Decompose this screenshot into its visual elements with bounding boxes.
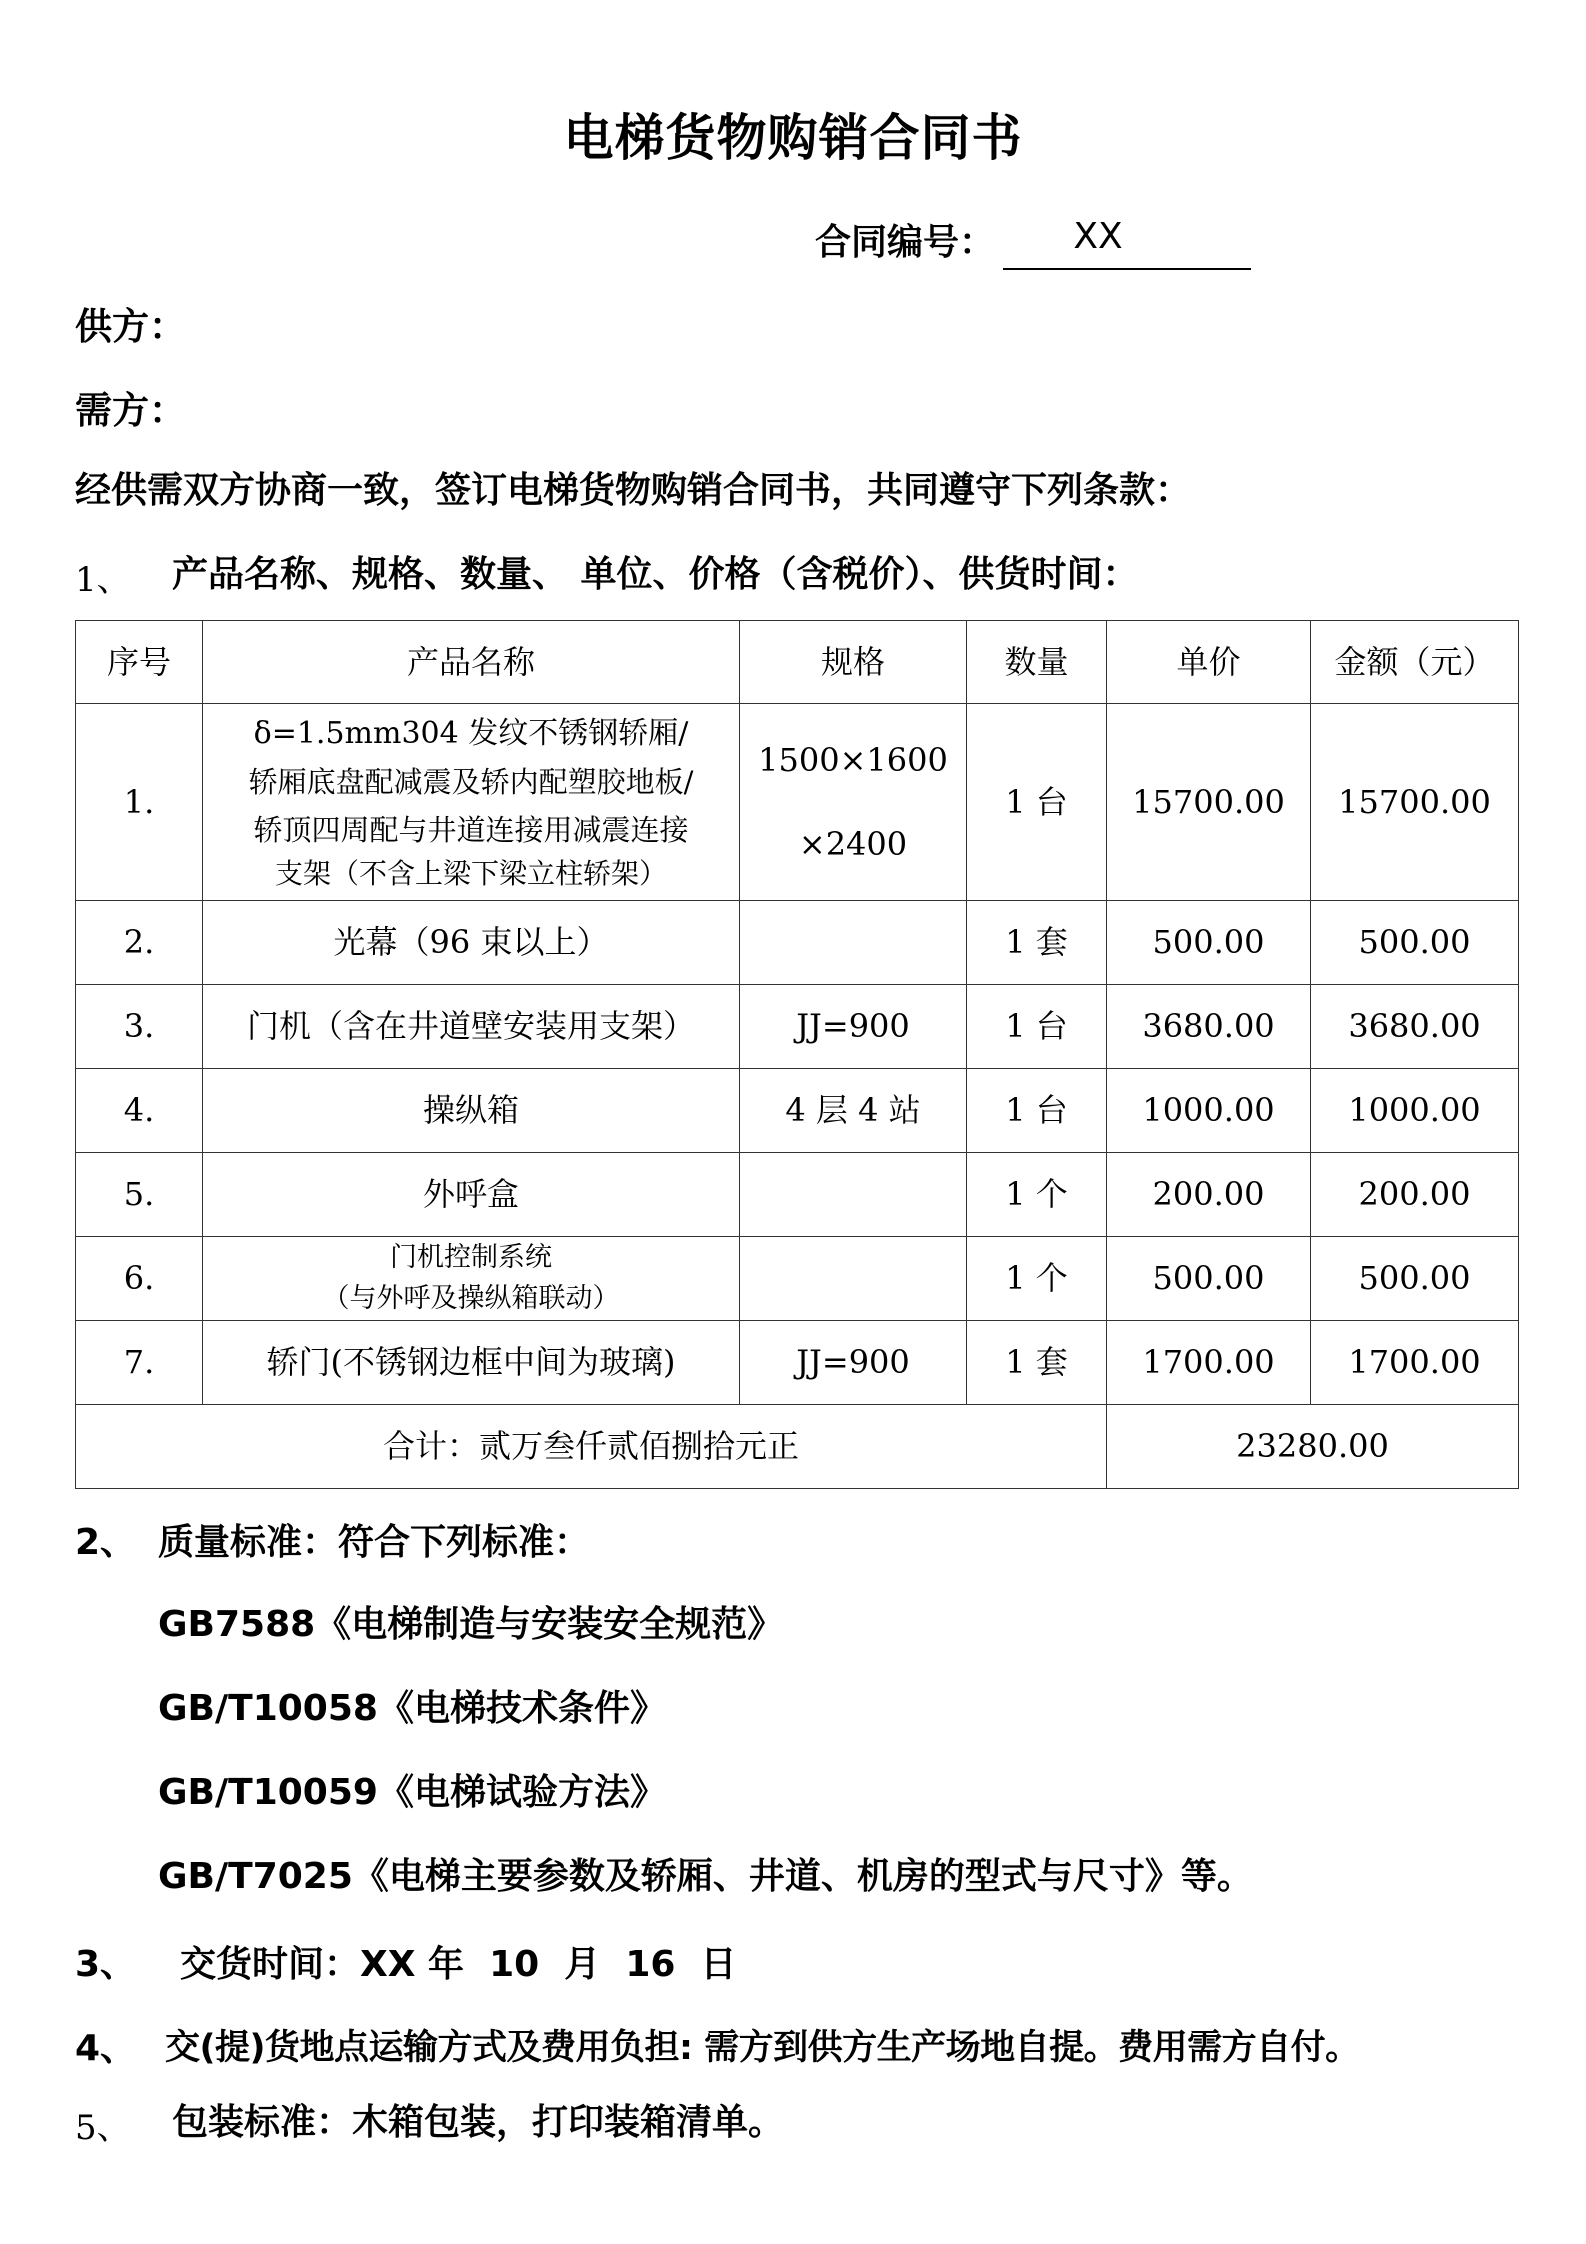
table-row	[76, 1153, 1519, 1237]
table-row	[76, 901, 1519, 985]
cell-amount: 1000.00	[1311, 1069, 1519, 1153]
header-amount: 金额（元）	[1311, 621, 1519, 704]
cell-qty: 1 个	[967, 1237, 1107, 1321]
name-line: （与外呼及操纵箱联动）	[322, 1282, 620, 1314]
cell-qty: 1 个	[967, 1153, 1107, 1237]
standard-item: GB7588《电梯制造与安装安全规范》	[158, 1604, 784, 1645]
cell-spec	[740, 704, 967, 901]
cell-spec: 4 层 4 站	[740, 1069, 967, 1153]
section3-text: 交货时间：XX 年 10 月 16 日	[180, 1944, 737, 1985]
cell-name	[203, 704, 740, 901]
cell-no: 3.	[76, 985, 203, 1069]
cell-price: 200.00	[1107, 1153, 1311, 1237]
cell-no: 1.	[76, 704, 203, 901]
supplier-label: 供方：	[75, 305, 186, 348]
total-label: 合计：贰万叁仟贰佰捌拾元正	[76, 1405, 1107, 1489]
section4-text: 交(提)货地点运输方式及费用负担: 需方到供方生产场地自提。费用需方自付。	[165, 2028, 1360, 2068]
cell-name	[203, 1237, 740, 1321]
name-line: 轿顶四周配与井道连接用减震连接	[253, 813, 689, 847]
spec-line: 1500×1600	[758, 741, 948, 779]
name-line: 支架（不含上梁下梁立柱轿架）	[274, 857, 667, 890]
total-value: 23280.00	[1107, 1405, 1519, 1489]
section3-number: 3、	[75, 1944, 137, 1985]
cell-amount: 500.00	[1311, 1237, 1519, 1321]
table-row	[76, 704, 1519, 901]
cell-name: 外呼盒	[203, 1153, 740, 1237]
section4-number: 4、	[75, 2028, 137, 2069]
buyer-label: 需方：	[75, 389, 186, 432]
cell-name: 轿门(不锈钢边框中间为玻璃)	[203, 1321, 740, 1405]
name-line: δ=1.5mm304 发纹不锈钢轿厢/	[253, 716, 689, 751]
cell-name: 操纵箱	[203, 1069, 740, 1153]
cell-name: 门机（含在井道壁安装用支架）	[203, 985, 740, 1069]
cell-amount: 15700.00	[1311, 704, 1519, 901]
name-line: 轿厢底盘配减震及轿内配塑胶地板/	[248, 765, 694, 799]
cell-no: 4.	[76, 1069, 203, 1153]
intro-text: 经供需双方协商一致，签订电梯货物购销合同书，共同遵守下列条款：	[75, 470, 1192, 511]
cell-name: 光幕（96 束以上）	[203, 901, 740, 985]
cell-spec: JJ=900	[740, 1321, 967, 1405]
cell-no: 2.	[76, 901, 203, 985]
cell-price: 3680.00	[1107, 985, 1311, 1069]
standard-item: GB/T10059《电梯试验方法》	[158, 1772, 666, 1813]
contract-number-underline	[1003, 268, 1251, 270]
section1-heading: 产品名称、规格、数量、 单位、价格（含税价）、供货时间：	[172, 554, 1139, 595]
goods-table	[75, 620, 1519, 1489]
section5-text: 包装标准：木箱包装，打印装箱清单。	[172, 2102, 785, 2143]
table-row	[76, 985, 1519, 1069]
section2-heading: 质量标准：符合下列标准：	[158, 1522, 591, 1563]
table-row	[76, 1069, 1519, 1153]
name-line: 门机控制系统	[390, 1242, 552, 1273]
cell-amount: 200.00	[1311, 1153, 1519, 1237]
cell-qty: 1 台	[967, 1069, 1107, 1153]
cell-price: 15700.00	[1107, 704, 1311, 901]
section2-number: 2、	[75, 1522, 137, 1563]
spec-line: ×2400	[798, 825, 908, 863]
cell-price: 1700.00	[1107, 1321, 1311, 1405]
header-no: 序号	[76, 621, 203, 704]
cell-spec	[740, 1237, 967, 1321]
cell-no: 7.	[76, 1321, 203, 1405]
standard-item: GB/T10058《电梯技术条件》	[158, 1688, 666, 1729]
header-price: 单价	[1107, 621, 1311, 704]
table-row	[76, 1321, 1519, 1405]
page-title: 电梯货物购销合同书	[563, 109, 1023, 167]
cell-qty: 1 套	[967, 1321, 1107, 1405]
cell-price: 500.00	[1107, 1237, 1311, 1321]
header-spec: 规格	[740, 621, 967, 704]
cell-qty: 1 套	[967, 901, 1107, 985]
cell-qty: 1 台	[967, 985, 1107, 1069]
cell-no: 5.	[76, 1153, 203, 1237]
table-row	[76, 1237, 1519, 1321]
cell-spec	[740, 901, 967, 985]
cell-price: 1000.00	[1107, 1069, 1311, 1153]
cell-spec	[740, 1153, 967, 1237]
header-qty: 数量	[967, 621, 1107, 704]
header-name: 产品名称	[203, 621, 740, 704]
table-total-row	[76, 1405, 1519, 1489]
cell-amount: 3680.00	[1311, 985, 1519, 1069]
table-header-row	[76, 621, 1519, 704]
cell-no: 6.	[76, 1237, 203, 1321]
contract-number-label: 合同编号：	[815, 222, 996, 263]
section5-number: 5、	[75, 2108, 131, 2148]
cell-price: 500.00	[1107, 901, 1311, 985]
standard-item: GB/T7025《电梯主要参数及轿厢、井道、机房的型式与尺寸》等。	[158, 1856, 1253, 1897]
cell-spec: JJ=900	[740, 985, 967, 1069]
cell-amount: 500.00	[1311, 901, 1519, 985]
cell-amount: 1700.00	[1311, 1321, 1519, 1405]
contract-number-value: XX	[1073, 216, 1123, 257]
section1-number: 1、	[75, 560, 131, 600]
cell-qty: 1 台	[967, 704, 1107, 901]
